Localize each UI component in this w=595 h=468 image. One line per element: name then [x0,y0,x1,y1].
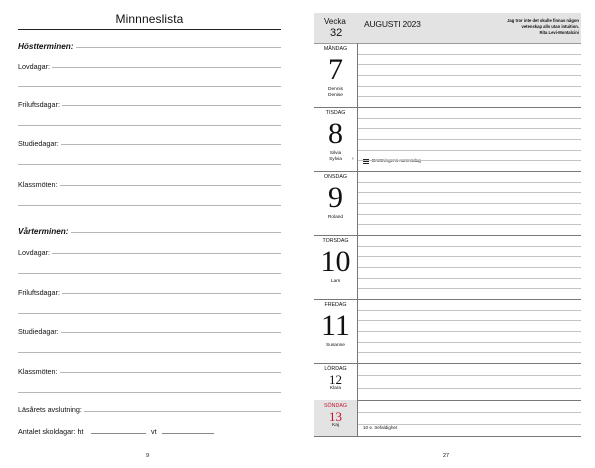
weekday-label: SÖNDAG [324,403,347,409]
writing-line [18,253,281,254]
week-number: 32 [330,27,343,39]
quote-line: vetenskap alls utan intuition. [521,23,579,29]
name-day-line: Silvia [329,151,342,156]
day-separator [358,235,581,236]
ruled-line [358,375,581,376]
quote-line: Jag tror inte det skulle finnas någon [507,18,579,23]
ruled-line [358,54,581,55]
day-tuesday[interactable] [314,107,357,172]
field-autumn-class-meetings: Klassmöten: [18,180,58,189]
ruled-line [358,139,581,140]
weekday-label: FREDAG [324,302,347,308]
name-day [314,215,357,221]
quote-author: Rita Levi-Montalcini [539,29,579,35]
ruled-line [358,128,581,129]
day-number: 12 [329,372,342,387]
heading-autumn-term: Höstterminen: [18,42,74,51]
ruled-line [358,342,581,343]
school-days-ht-label: Antalet skoldagar: ht [18,427,84,436]
writing-line [18,273,281,274]
name-day-line: Lars [330,279,341,284]
ruled-line [358,182,581,183]
day-monday[interactable] [314,43,357,108]
ruled-line [358,331,581,332]
day-number: 13 [329,409,342,424]
writing-line [18,313,281,314]
ruled-line [358,278,581,279]
name-day [314,423,357,429]
field-autumn-outdoor-days: Friluftsdagar: [18,100,60,109]
quote [471,18,579,35]
name-day-line: Denise [328,93,343,98]
name-day-line: Klara [329,386,342,391]
ruled-line [358,424,581,425]
writing-line [18,392,281,393]
writing-line [18,125,281,126]
ruled-line [358,224,581,225]
notes-area[interactable] [352,43,581,437]
ruled-line [358,75,581,76]
name-day-line: Kaj [332,423,339,428]
ruled-line [358,192,581,193]
day-friday[interactable] [314,299,357,364]
name-day [314,279,357,285]
ruled-line [358,214,581,215]
school-days-vt-line [162,433,214,434]
heading-spring-term: Vårterminen: [18,227,69,236]
ruled-line [358,118,581,119]
field-spring-class-meetings: Klassmöten: [18,367,58,376]
day-number: 7 [328,53,343,86]
day-number: 9 [328,181,343,214]
ruled-line [358,203,581,204]
ruled-line [358,160,581,161]
weekday-label: ONSDAG [324,174,347,180]
day-separator [358,436,581,437]
name-day-line: Dennis [328,87,343,92]
name-day-line: Susanne [326,343,345,348]
day-saturday[interactable] [314,363,357,401]
week-header [314,13,581,44]
day-separator [358,363,581,364]
ruled-line [358,246,581,247]
ruled-line [358,256,581,257]
memo-title: Minnneslista [115,12,184,26]
month-label: AUGUSTI 2023 [364,19,421,29]
ruled-line [358,320,581,321]
writing-line [18,164,281,165]
page-number-left: 9 [146,453,150,459]
day-separator [358,400,581,401]
name-day [314,343,357,349]
field-year-end: Läsårets avslutning: [18,405,82,414]
name-day-line: Roland [327,215,344,220]
name-day [314,151,357,163]
day-sunday[interactable] [314,400,357,437]
field-autumn-study-days: Studiedagar: [18,139,59,148]
field-spring-outdoor-days: Friluftsdagar: [18,288,60,297]
weekday-label: LÖRDAG [324,366,347,372]
day-number: 11 [321,309,350,342]
ruled-line [358,288,581,289]
weekday-label: TORSDAG [322,238,349,244]
date-column [314,43,358,437]
name-day-line: Sylvia [329,157,342,162]
name-day [314,386,357,392]
ruled-line [358,310,581,311]
event-text: 10 e. trefaldighet [363,425,398,430]
day-thursday[interactable] [314,235,357,300]
school-days-ht-line [91,433,146,434]
school-days-vt-label: vt [151,427,157,436]
ruled-line [358,64,581,65]
memo-title-rule [18,29,281,30]
arrow-marker: › [352,156,354,162]
day-number: 10 [320,245,351,278]
name-day [314,87,357,99]
day-wednesday[interactable] [314,171,357,236]
event-text: Drottningens namnsdag [372,158,421,163]
day-number: 8 [328,117,343,150]
ruled-line [358,86,581,87]
ruled-line [358,412,581,413]
writing-line [18,205,281,206]
writing-line [18,67,281,68]
day-separator [358,171,581,172]
field-spring-study-days: Studiedagar: [18,327,59,336]
week-label: Vecka [324,17,346,26]
writing-line [18,352,281,353]
ruled-line [358,150,581,151]
day-separator [358,299,581,300]
ruled-line [358,267,581,268]
writing-line [18,86,281,87]
weekday-label: MÅNDAG [323,46,348,52]
ruled-line [358,352,581,353]
ruled-line [358,388,581,389]
page-number-right: 27 [443,453,450,459]
week-page [314,13,581,437]
ruled-line [358,96,581,97]
weekday-label: TISDAG [325,110,346,116]
field-spring-holidays: Lovdagar: [18,248,50,257]
field-autumn-holidays: Lovdagar: [18,62,50,71]
day-separator [358,107,581,108]
